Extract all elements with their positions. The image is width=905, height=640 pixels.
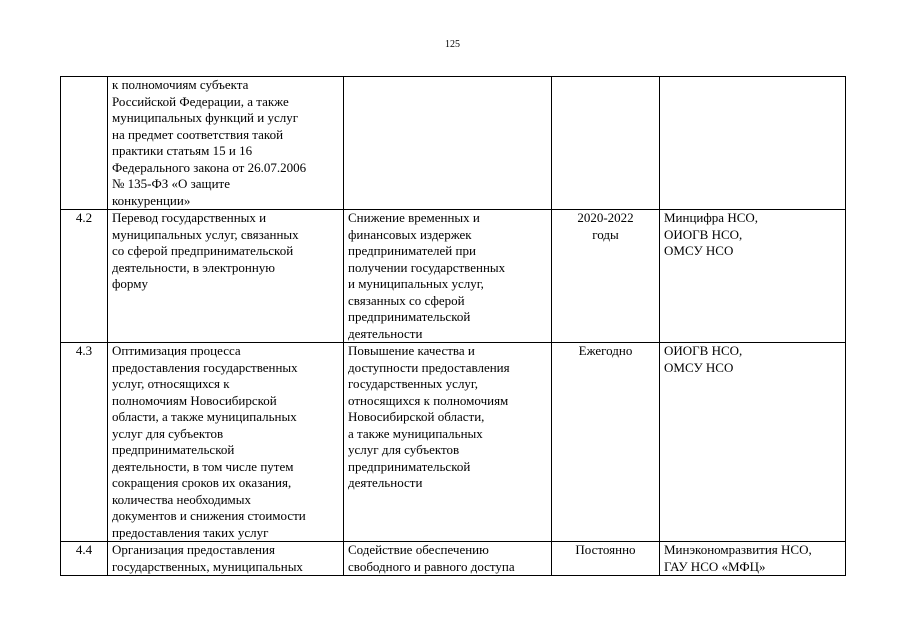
result-cell: Снижение временных и финансовых издержек предпринимателей при получении государственных и муниципальных услуг, связанных со сферой предпринимательской деятельности <box>344 210 552 343</box>
result-cell: Повышение качества и доступности предоставления государственных услуг, относящихся к полномочиям Новосибирской области, а также муниципальных услуг для субъектов предпринимательской деятельности <box>344 343 552 542</box>
term-cell: Постоянно <box>552 542 660 576</box>
table-row <box>61 542 846 576</box>
row-number-cell <box>61 77 108 210</box>
row-number-cell: 4.4 <box>61 542 108 576</box>
page-number: 125 <box>445 39 460 50</box>
event-cell: Организация предоставления государственных, муниципальных <box>108 542 344 576</box>
responsible-cell: Минэкономразвития НСО, ГАУ НСО «МФЦ» <box>660 542 846 576</box>
table-row <box>61 343 846 542</box>
term-cell: 2020-2022 годы <box>552 210 660 343</box>
term-cell: Ежегодно <box>552 343 660 542</box>
responsible-cell <box>660 77 846 210</box>
event-cell: Оптимизация процесса предоставления государственных услуг, относящихся к полномочиям Новосибирской области, а также муниципальных услуг для субъектов предпринимательской деятельности, в том числе путем сокращения сроков их оказания, количества необходимых документов и снижения стоимости предоставления таких услуг <box>108 343 344 542</box>
event-cell: Перевод государственных и муниципальных услуг, связанных со сферой предпринимательской деятельности, в электронную форму <box>108 210 344 343</box>
table-row <box>61 77 846 210</box>
activities-table <box>60 76 846 576</box>
term-cell <box>552 77 660 210</box>
table-row <box>61 210 846 343</box>
event-cell: к полномочиям субъекта Российской Федерации, а также муниципальных функций и услуг на предмет соответствия такой практики статьям 15 и 16 Федерального закона от 26.07.2006 № 135-ФЗ «О защите конкуренции» <box>108 77 344 210</box>
row-number-cell: 4.2 <box>61 210 108 343</box>
responsible-cell: Минцифра НСО, ОИОГВ НСО, ОМСУ НСО <box>660 210 846 343</box>
result-cell <box>344 77 552 210</box>
row-number-cell: 4.3 <box>61 343 108 542</box>
result-cell: Содействие обеспечению свободного и равного доступа <box>344 542 552 576</box>
responsible-cell: ОИОГВ НСО, ОМСУ НСО <box>660 343 846 542</box>
